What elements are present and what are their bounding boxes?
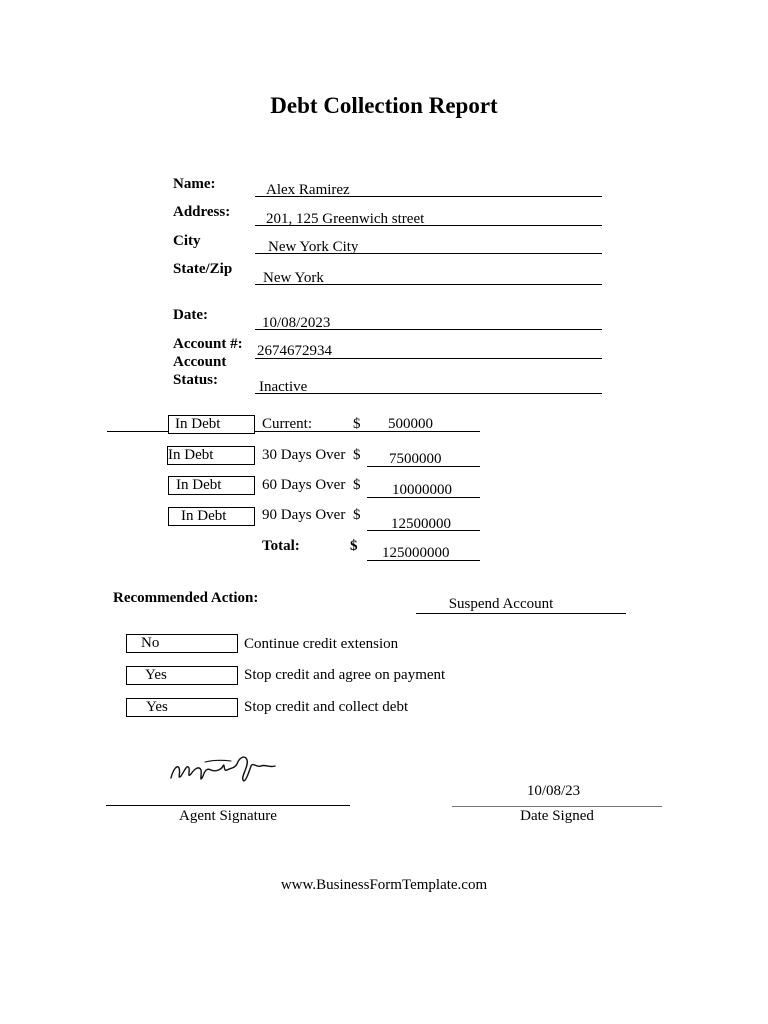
footer-website: www.BusinessFormTemplate.com: [280, 877, 488, 893]
90-days-currency: $: [353, 507, 361, 523]
recommended-action-label: Recommended Action:: [113, 590, 259, 606]
status-label-line2: Status:: [173, 372, 219, 388]
90-days-underline: [367, 530, 480, 531]
60-days-amount: 10000000: [392, 482, 452, 498]
status-underline: [255, 393, 602, 394]
address-underline: [255, 225, 602, 226]
90-days-status-box[interactable]: In Debt: [168, 507, 255, 526]
statezip-underline: [255, 284, 602, 285]
address-value: 201, 125 Greenwich street: [266, 211, 425, 227]
30-days-status-box[interactable]: In Debt: [167, 446, 255, 465]
account-underline: [255, 358, 602, 359]
status-label-line1: Account: [173, 354, 227, 370]
status-value: Inactive: [259, 379, 308, 395]
recommended-action-value: Suspend Account: [448, 596, 554, 612]
60-days-label: 60 Days Over: [262, 477, 346, 493]
total-underline: [367, 560, 480, 561]
city-label: City: [173, 233, 201, 249]
date-underline: [255, 329, 602, 330]
total-label: Total:: [262, 538, 300, 554]
stop-credit-collect-text: Stop credit and collect debt: [244, 699, 409, 715]
current-currency: $: [353, 416, 361, 432]
agent-signature-label: Agent Signature: [179, 808, 277, 824]
60-days-currency: $: [353, 477, 361, 493]
30-days-label: 30 Days Over: [262, 447, 346, 463]
continue-credit-text: Continue credit extension: [244, 636, 399, 652]
recommended-action-underline: [416, 613, 626, 614]
date-signed-line: [452, 806, 662, 807]
date-value: 10/08/2023: [262, 315, 331, 331]
agent-signature-line: [106, 805, 350, 806]
current-label: Current:: [262, 416, 312, 432]
current-underline: [255, 431, 480, 432]
30-days-currency: $: [353, 447, 361, 463]
current-status-box[interactable]: In Debt: [168, 415, 255, 434]
statezip-label: State/Zip: [173, 261, 233, 277]
60-days-underline: [367, 497, 480, 498]
date-label: Date:: [173, 307, 208, 323]
page-title: Debt Collection Report: [270, 93, 498, 118]
stop-credit-payment-text: Stop credit and agree on payment: [244, 667, 446, 683]
current-amount: 500000: [388, 416, 433, 432]
stop-credit-collect-box[interactable]: Yes: [126, 698, 238, 717]
date-signed-label: Date Signed: [520, 808, 594, 824]
city-value: New York City: [268, 239, 359, 255]
90-days-label: 90 Days Over: [262, 507, 346, 523]
account-value: 2674672934: [257, 343, 332, 359]
total-currency: $: [350, 538, 358, 554]
handwritten-signature: [165, 750, 285, 790]
60-days-status-box[interactable]: In Debt: [168, 476, 255, 495]
total-amount: 125000000: [382, 545, 450, 561]
continue-credit-box[interactable]: No: [126, 634, 238, 653]
stop-credit-payment-box[interactable]: Yes: [126, 666, 238, 685]
30-days-underline: [367, 466, 480, 467]
statezip-value: New York: [263, 270, 324, 286]
90-days-amount: 12500000: [391, 516, 451, 532]
date-signed-value: 10/08/23: [526, 783, 581, 799]
current-leading-line: [107, 431, 168, 432]
city-underline: [255, 253, 602, 254]
name-label: Name:: [173, 176, 216, 192]
name-underline: [255, 196, 602, 197]
30-days-amount: 7500000: [389, 451, 442, 467]
account-label: Account #:: [173, 336, 243, 352]
address-label: Address:: [173, 204, 231, 220]
name-value: Alex Ramirez: [266, 182, 350, 198]
